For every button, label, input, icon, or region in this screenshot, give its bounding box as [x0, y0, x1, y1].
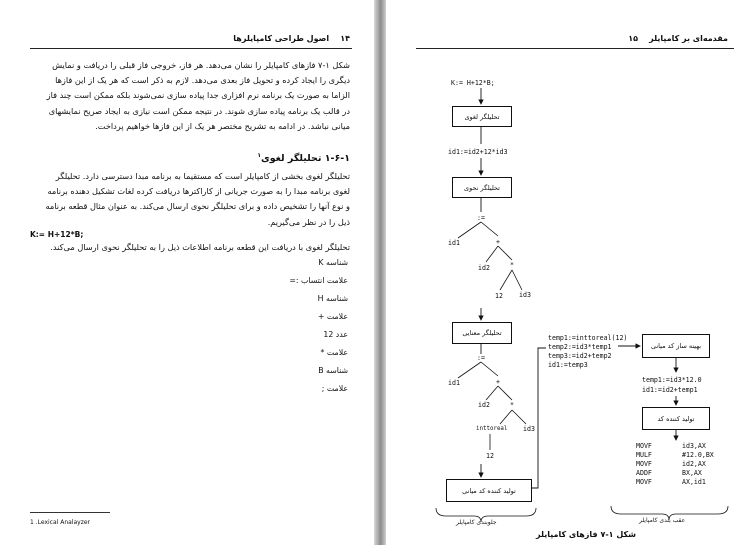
tree-node: 12 [486, 452, 494, 460]
page-number: ۱۵ [628, 34, 638, 43]
tree-node: id1 [448, 379, 460, 387]
header-rule [30, 48, 352, 49]
tree-node: id1 [448, 239, 460, 247]
asm-arg: AX,id1 [682, 478, 706, 486]
tree-node: + [496, 238, 500, 246]
asm-arg: id2,AX [682, 460, 706, 468]
tree-node: + [496, 378, 500, 386]
text-line: شکل ۱-۷ فازهای کامپایلر را نشان می‌دهد. هر فاز، خروجی فاز قبلی را دریافت و نمایش [52, 60, 350, 70]
semantic-analyzer-box: تحلیلگر معنایی [452, 322, 512, 344]
tree-node: 12 [495, 292, 503, 300]
token-item: علامت + [317, 312, 348, 321]
code-example: K:= H+12*B; [30, 230, 84, 239]
text-line: ذیل را در نظر می‌گیریم. [267, 216, 350, 227]
footnote-mark: ۱ [257, 152, 262, 159]
asm-arg: id3,AX [682, 442, 706, 450]
asm-op: MOVF [636, 460, 652, 468]
text-line: الزاما به صورت یک برنامه نرم افزاری جدا پیاده سازی نمی‌شوند بلکه ممکن است چند فاز [46, 90, 350, 101]
optimized-code-line: temp1:=id3*12.0 [642, 376, 702, 384]
tree-node: * [510, 401, 514, 409]
optimizer-box: بهینه ساز کد میانی [642, 334, 710, 358]
asm-arg: BX,AX [682, 469, 702, 477]
token-item: شناسه H [317, 294, 348, 303]
tac-line: temp3:=id2+temp2 [548, 352, 612, 360]
text-line: در قالب یک برنامه پیاده سازی شوند. در نتیجه ممکن است نیازی به ایجاد صریح نمایشهای [48, 105, 350, 116]
token-item: علامت ; [321, 384, 348, 393]
icg-box: تولید کننده کد میانی [446, 479, 532, 502]
text-line: لغوی برنامه مبدا را به صورت جریانی از کاراکترها دریافت کرده لغات تشکیل دهنده برنامه [47, 186, 350, 197]
lexer-box: تحلیلگر لغوی [452, 106, 512, 127]
right-page [386, 0, 752, 545]
intro-paragraph [30, 58, 350, 134]
parser-box: تحلیلگر نحوی [452, 177, 512, 198]
token-item: علامت * [320, 348, 348, 357]
annotated-syntax-tree [458, 362, 526, 450]
after-code-line: تحلیلگر لغوی با دریافت این قطعه برنامه اطلاعات ذیل را به تحلیلگر نحوی ارسال می‌کند. [50, 242, 350, 252]
running-title: مقدمه‌ای بر کامپایلر [649, 34, 728, 43]
tac-line: temp1:=inttoreal(12) [548, 334, 628, 342]
left-page [0, 0, 374, 545]
token-item: شناسه K [318, 258, 348, 267]
text-line: تحلیلگر لغوی بخشی از کامپایلر است که مستقیما به برنامه مبدا دسترسی دارد. تحلیلگر [55, 171, 350, 181]
page-header [233, 34, 350, 43]
flow-arrow [531, 348, 546, 488]
syntax-tree [458, 222, 522, 290]
tree-node: id3 [523, 425, 535, 433]
text-line: دیگری را ایجاد کرده و تحویل فاز بعدی می‌دهد. لازم به ذکر است که هر یک از این فازها [55, 75, 350, 86]
asm-op: MOVF [636, 478, 652, 486]
front-end-label: جلوبندی کامپایلر [456, 519, 497, 526]
section-heading: ۱-۶-۱ تحلیلگر لغوی$^۱$ [257, 152, 350, 165]
asm-op: MOVF [636, 442, 652, 450]
optimized-code-line: id1:=id2+temp1 [642, 386, 698, 394]
tree-node: * [510, 261, 514, 269]
asm-arg: #12.0,BX [682, 451, 714, 459]
token-item: شناسه B [318, 366, 348, 375]
section-paragraph [30, 169, 350, 230]
tree-node: id2 [478, 401, 490, 409]
code-generator-box: تولید کننده کد [642, 407, 710, 430]
text-line: میانی نباشد. در ادامه به تشریح مختصر هر یک از این فازها خواهیم پرداخت. [95, 120, 350, 131]
text-line: و نوع آنها را تشخیص داده و برای تحلیلگر نحوی ارسال می‌کند. به عنوان مثال قطعه برنامه [45, 201, 350, 212]
footnote: 1 .Lexical Analayzer [30, 519, 91, 526]
tree-node: id3 [519, 291, 531, 299]
source-code: K:= H+12*B; [451, 79, 495, 87]
page-number: ۱۴ [340, 34, 350, 43]
asm-op: MULF [636, 451, 652, 459]
tree-node: inttoreal [476, 426, 508, 432]
tree-node: id2 [478, 264, 490, 272]
running-title: اصول طراحی کامپایلرها [233, 34, 330, 43]
book-gutter [374, 0, 386, 545]
tree-node: := [477, 354, 485, 362]
footnote-rule [30, 512, 110, 513]
tac-line: id1:=temp3 [548, 361, 588, 369]
token-item: علامت انتساب := [289, 276, 348, 285]
back-end-label: عقب بندی کامپایلر [639, 517, 686, 524]
token-stream: id1:=id2+12*id3 [448, 148, 508, 156]
tac-line: temp2:=id3*temp1 [548, 343, 612, 351]
figure-caption: شکل ۱-۷ فازهای کامپایلر [536, 530, 636, 539]
asm-op: ADDF [636, 469, 652, 477]
tree-node: := [477, 214, 485, 222]
token-item: عدد 12 [323, 330, 348, 339]
